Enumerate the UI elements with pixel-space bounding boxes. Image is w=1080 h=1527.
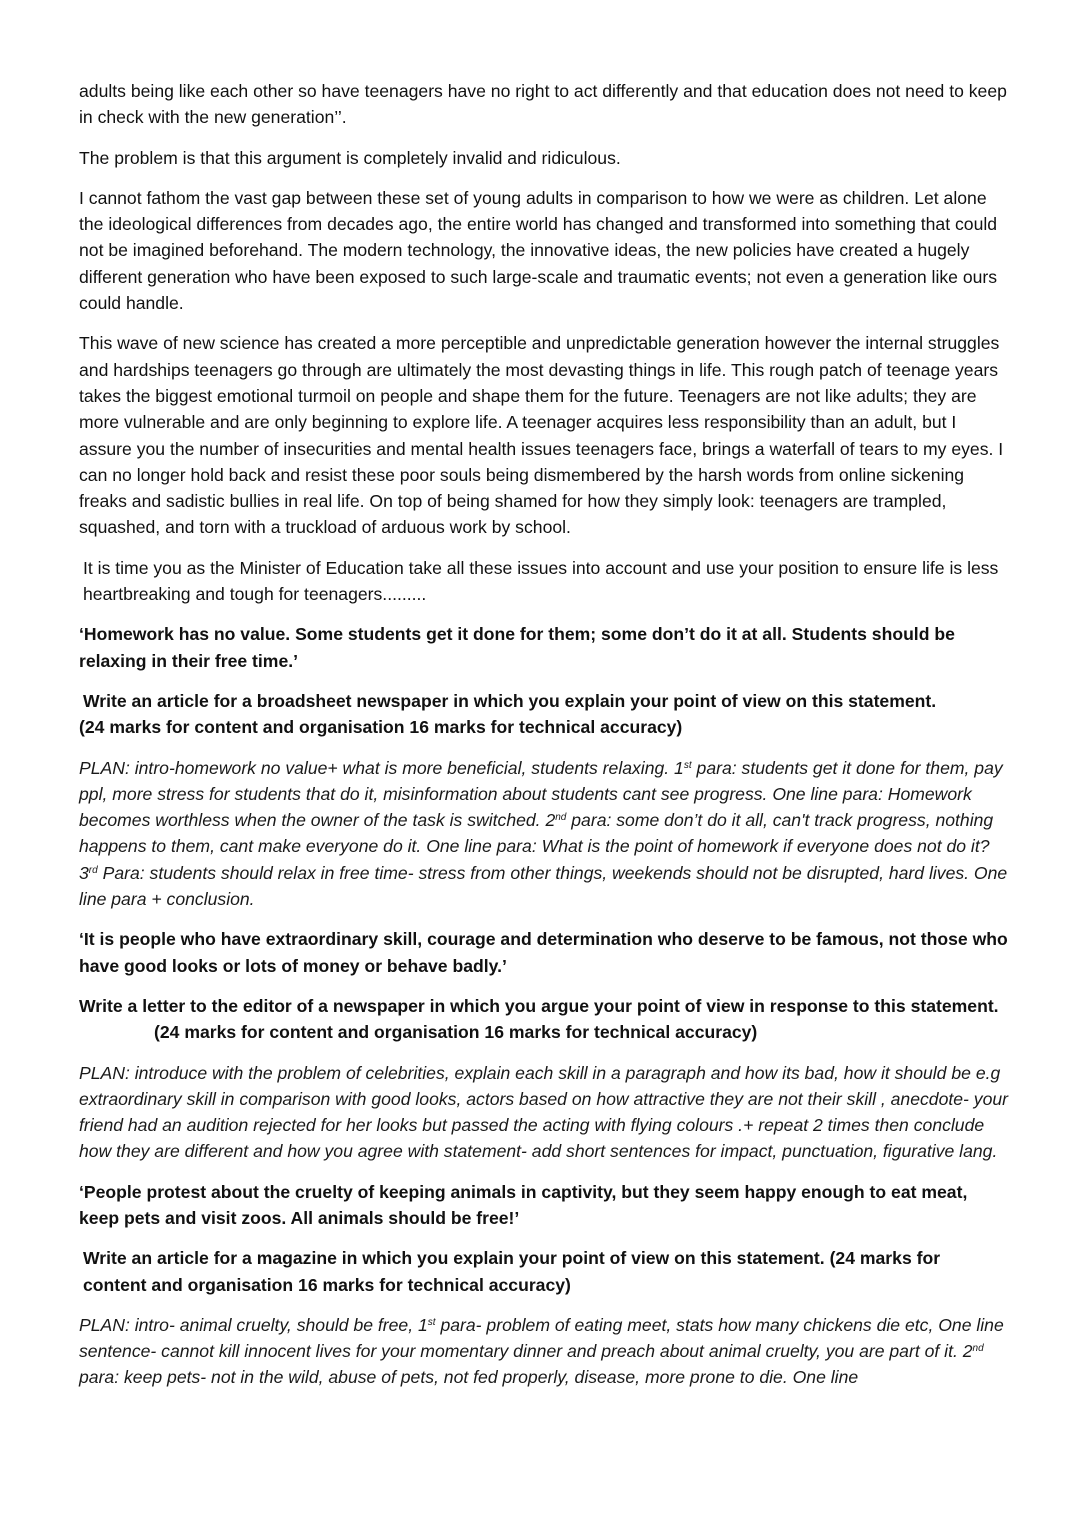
q3-task: Write an article for a magazine in which you explain your point of view on this statement. (24 marks for content and organisation 16 marks for technical accuracy) [83, 1248, 941, 1295]
q3-plan-sup: st [427, 1316, 436, 1328]
letter-paragraph-5: It is time you as the Minister of Education take all these issues into account and use your position to ensure life is less heartbreaking and tough for teenagers......... [83, 557, 999, 605]
q2-statement: ‘It is people who have extraordinary skill, courage and determination who deserve to be famous, not those who have good looks or lots of money or behave badly.’ [79, 929, 1008, 976]
q2-task [79, 993, 1008, 1046]
q3-plan-sup: nd [972, 1343, 984, 1355]
q1-plan-sup: rd [88, 864, 98, 876]
q1-task [79, 688, 1008, 741]
q3-plan [79, 1312, 1008, 1391]
q1-plan-part: para: students get it done for them, pay ppl, more stress for students that do it, misinformation about students cant see progress. One line para: Homework becomes worthless when the owner of the task is switched. 2 [79, 757, 1003, 831]
q1-plan-sup: st [683, 759, 692, 771]
q2-task-text: Write a letter to the editor of a newspaper in which you argue your point of view in response to this statement. [79, 995, 999, 1016]
q3-plan-part: para: keep pets- not in the wild, abuse of pets, not fed properly, disease, more prone to die. One line [79, 1367, 859, 1388]
q1-plan-part: Para: students should relax in free time- stress from other things, weekends should not be disrupted, hard lives. One line para + conclusion. [79, 862, 1008, 910]
letter-paragraph-4: This wave of new science has created a more perceptible and unpredictable generation however the internal struggles and hardships teenagers go through are ultimately the most devasting things in life. This rough patch of teenage years takes the biggest emotional turmoil on people and shape them for the future. Teenagers are not like adults; they are more vulnerable and are only beginning to explore life. A teenager acquires less responsibility than an adult, but I assure you the number of insecurities and mental health issues teenagers face, brings a waterfall of tears to my eyes. I can no longer hold back and resist these poor souls being dismembered by the harsh words from online sickening freaks and sadistic bullies in real life. On top of being shamed for how they simply look: teenagers are trampled, squashed, and torn with a truckload of arduous work by school. [79, 333, 1004, 538]
q1-plan [79, 755, 1008, 913]
letter-paragraph-3: I cannot fathom the vast gap between these set of young adults in comparison to how we were as children. Let alone the ideological differences from decades ago, the entire world has changed and transformed into something that could not be imagined beforehand. The modern technology, the innovative ideas, the new policies have created a hugely different generation who have been exposed to such large-scale and traumatic events; not even a generation like ours could handle. [79, 187, 998, 314]
q1-plan-sup: nd [555, 812, 567, 824]
q3-plan-part: PLAN: intro- animal cruelty, should be free, 1 [79, 1314, 428, 1335]
q2-marks: (24 marks for content and organisation 16 marks for technical accuracy) [154, 1022, 758, 1043]
q1-statement: ‘Homework has no value. Some students get it done for them; some don’t do it at all. Students should be relaxing in their free time.’ [79, 624, 955, 671]
q1-task-text: Write an article for a broadsheet newspaper in which you explain your point of view on this statement. [83, 690, 937, 711]
q1-plan-part: PLAN: intro-homework no value+ what is more beneficial, students relaxing. 1 [79, 757, 684, 778]
q3-statement: ‘People protest about the cruelty of keeping animals in captivity, but they seem happy enough to eat meat, keep pets and visit zoos. All animals should be free!’ [79, 1181, 968, 1228]
q3-plan-part: para- problem of eating meet, stats how many chickens die etc, One line sentence- cannot kill innocent lives for your momentary dinner and preach about animal cruelty, you are part of it. 2 [79, 1314, 1004, 1362]
letter-paragraph-2: The problem is that this argument is completely invalid and ridiculous. [79, 147, 621, 168]
q2-plan: PLAN: introduce with the problem of celebrities, explain each skill in a paragraph and how its bad, how it should be e.g extraordinary skill in comparison with good looks, actors based on how attractive they are not their skill , anecdote- your friend had an audition rejected for her looks but passed the acting with flying colours .+ repeat 2 times then conclude how they are different and how you agree with statement- add short sentences for impact, punctuation, figurative lang. [79, 1062, 1009, 1162]
q1-plan-part: para: some don’t do it all, can't track progress, nothing happens to them, cant make everyone do it. One line para: What is the point of homework if everyone does not do it? 3 [79, 810, 994, 883]
q1-marks: (24 marks for content and organisation 16 marks for technical accuracy) [79, 717, 683, 738]
letter-paragraph-1: adults being like each other so have teenagers have no right to act differently and that education does not need to keep in check with the new generation’’. [79, 81, 1007, 128]
